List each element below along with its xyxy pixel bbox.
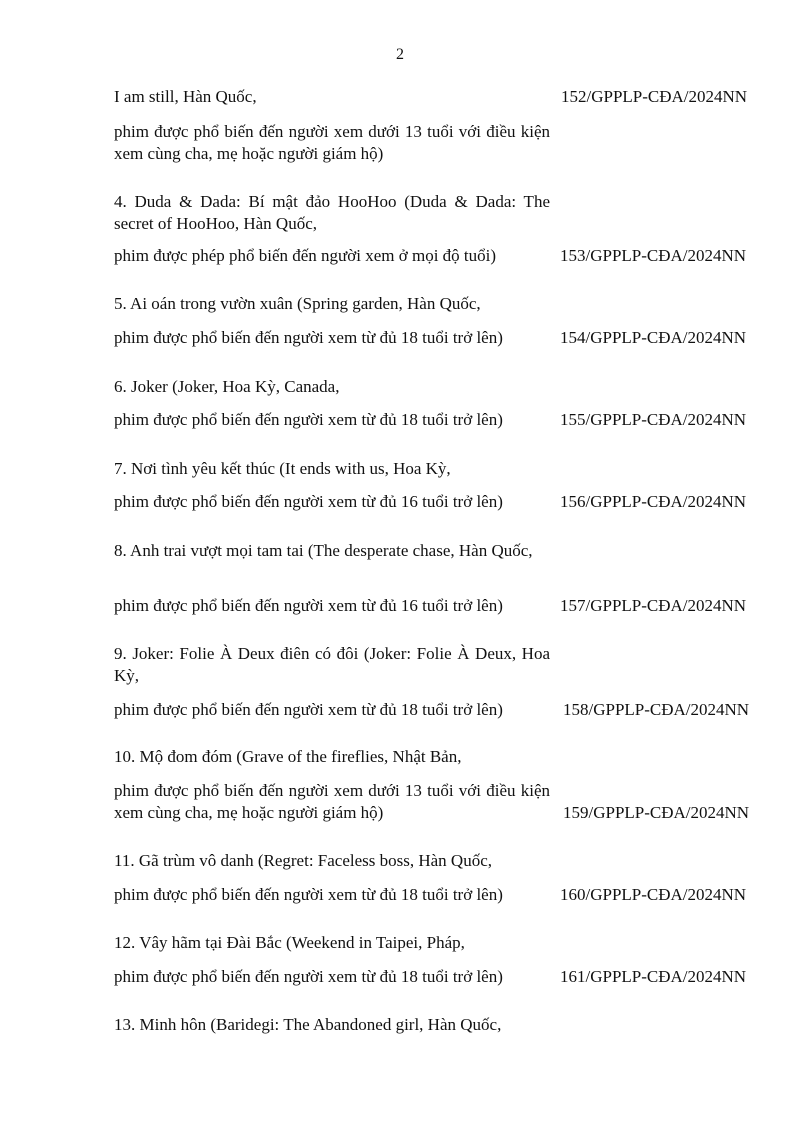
page-number: 2	[396, 46, 404, 63]
entry-title: 8. Anh trai vượt mọi tam tai (The desperate chase, Hàn Quốc,	[114, 541, 533, 560]
entry-title: 6. Joker (Joker, Hoa Kỳ, Canada,	[114, 377, 340, 396]
entry-description: phim được phép phổ biến đến người xem ở mọi độ tuổi)	[114, 246, 497, 265]
entry-description: phim được phổ biến đến người xem từ đủ 18 tuổi trở lên)	[114, 885, 503, 904]
entry-code: 154/GPPLP-CĐA/2024NN	[560, 328, 747, 347]
entry-title: 12. Vây hãm tại Đài Bắc (Weekend in Taipei, Pháp,	[114, 933, 465, 952]
entry-code: 156/GPPLP-CĐA/2024NN	[560, 492, 747, 511]
entry-code: 155/GPPLP-CĐA/2024NN	[560, 410, 747, 429]
entry-title: 7. Nơi tình yêu kết thúc (It ends with us, Hoa Kỳ,	[114, 459, 451, 478]
entry-title: I am still, Hàn Quốc,	[114, 87, 257, 106]
entry-description: phim được phổ biến đến người xem dưới 13 tuổi với điều kiện xem cùng cha, mẹ hoặc người giám hộ)	[114, 122, 550, 163]
entry-code: 160/GPPLP-CĐA/2024NN	[560, 885, 747, 904]
entry-code: 157/GPPLP-CĐA/2024NN	[560, 596, 747, 615]
entry-title: 13. Minh hôn (Baridegi: The Abandoned girl, Hàn Quốc,	[114, 1015, 502, 1034]
entry-code: 158/GPPLP-CĐA/2024NN	[563, 700, 750, 719]
entry-description: phim được phổ biến đến người xem từ đủ 16 tuổi trở lên)	[114, 492, 503, 511]
entry-title: 5. Ai oán trong vườn xuân (Spring garden, Hàn Quốc,	[114, 294, 481, 313]
entry-code: 152/GPPLP-CĐA/2024NN	[561, 87, 748, 106]
entry-description: phim được phổ biến đến người xem từ đủ 18 tuổi trở lên)	[114, 410, 503, 429]
entry-code: 161/GPPLP-CĐA/2024NN	[560, 967, 747, 986]
entry-description: phim được phổ biến đến người xem từ đủ 18 tuổi trở lên)	[114, 700, 503, 719]
entry-description: phim được phổ biến đến người xem từ đủ 18 tuổi trở lên)	[114, 967, 503, 986]
entry-title: 11. Gã trùm vô danh (Regret: Faceless boss, Hàn Quốc,	[114, 851, 493, 870]
entry-description: phim được phổ biến đến người xem từ đủ 18 tuổi trở lên)	[114, 328, 503, 347]
entry-description: phim được phổ biến đến người xem dưới 13 tuổi với điều kiện xem cùng cha, mẹ hoặc người giám hộ)	[114, 781, 550, 822]
entry-title: 10. Mộ đom đóm (Grave of the fireflies, Nhật Bản,	[114, 747, 462, 766]
entry-title: 9. Joker: Folie À Deux điên có đôi (Joker: Folie À Deux, Hoa Kỳ,	[114, 644, 550, 685]
entry-description: phim được phổ biến đến người xem từ đủ 16 tuổi trở lên)	[114, 596, 503, 615]
entry-code: 159/GPPLP-CĐA/2024NN	[563, 803, 750, 822]
entry-title: 4. Duda & Dada: Bí mật đảo HooHoo (Duda & Dada: The secret of HooHoo, Hàn Quốc,	[114, 192, 550, 233]
entry-code: 153/GPPLP-CĐA/2024NN	[560, 246, 747, 265]
